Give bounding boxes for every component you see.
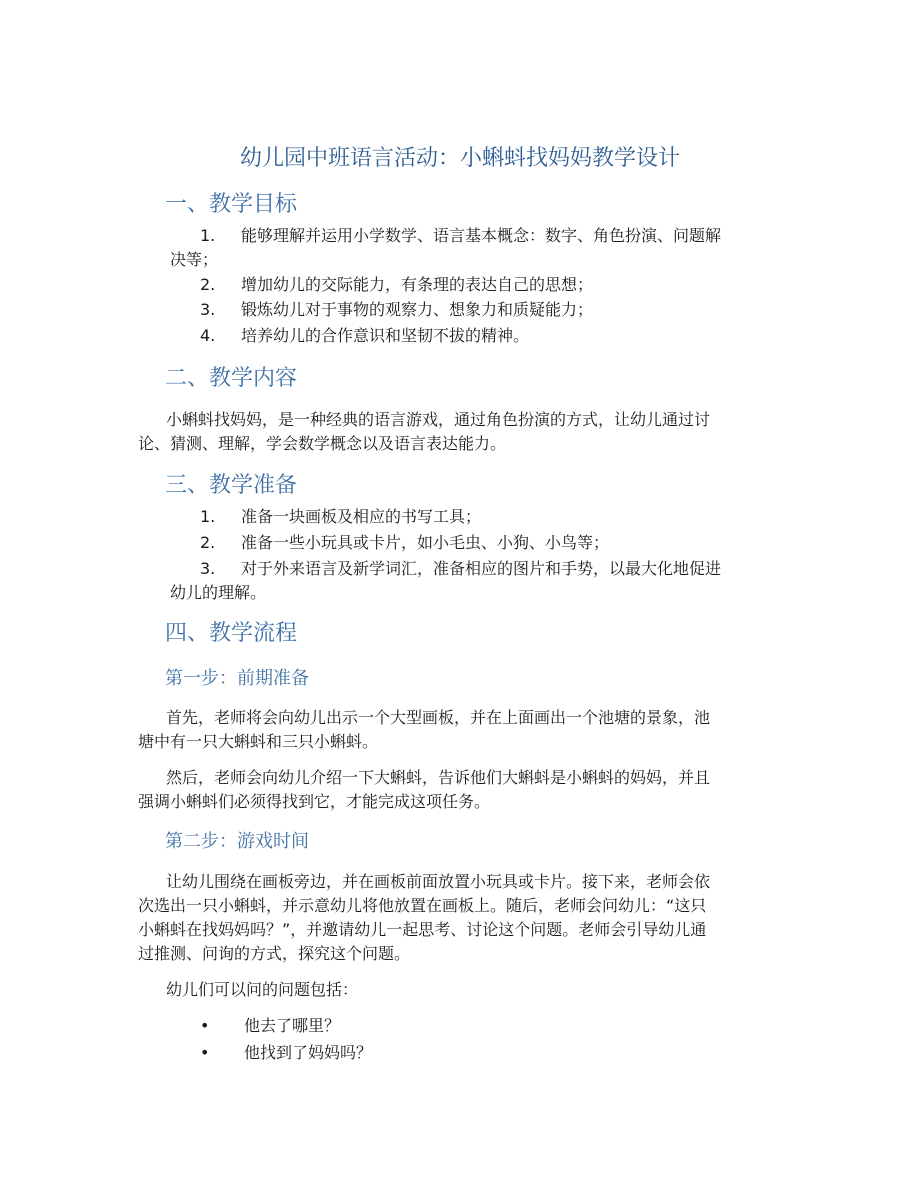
list-item	[138, 224, 788, 272]
list-item	[138, 505, 788, 529]
step-heading-preparation: 第一步：前期准备	[165, 668, 309, 689]
list-text: 准备一块画板及相应的书写工具；	[241, 507, 482, 526]
list-item	[138, 557, 788, 605]
list-text-continuation: 决等；	[170, 250, 219, 269]
bullet-icon: •	[200, 1043, 210, 1062]
section-heading-process: 四、教学流程	[165, 621, 298, 646]
paragraph-line: 塘中有一只大蝌蚪和三只小蝌蚪。	[138, 732, 379, 751]
bullet-text: 他去了哪里？	[244, 1016, 341, 1035]
list-number: 3.	[200, 300, 216, 319]
list-number: 1.	[200, 507, 216, 526]
paragraph-line: 小蝌蚪找妈妈，是一种经典的语言游戏，通过角色扮演的方式，让幼儿通过讨	[166, 410, 711, 429]
paragraph-line: 幼儿们可以问的问题包括：	[166, 980, 359, 999]
section-heading-preparation: 三、教学准备	[165, 473, 298, 498]
paragraph-line: 次选出一只小蝌蚪，并示意幼儿将他放置在画板上。随后，老师会问幼儿：“这只	[138, 896, 707, 915]
list-text: 增加幼儿的交际能力，有条理的表达自己的思想；	[241, 275, 594, 294]
paragraph-line: 然后，老师会向幼儿介绍一下大蝌蚪，告诉他们大蝌蚪是小蝌蚪的妈妈，并且	[166, 768, 711, 787]
list-text: 锻炼幼儿对于事物的观察力、想象力和质疑能力；	[241, 300, 594, 319]
list-text: 对于外来语言及新学词汇，准备相应的图片和手势，以最大化地促进	[241, 559, 722, 578]
paragraph-line: 小蝌蚪在找妈妈吗？”，并邀请幼儿一起思考、讨论这个问题。老师会引导幼儿通	[138, 920, 707, 939]
list-item	[138, 298, 788, 322]
section-heading-objectives: 一、教学目标	[165, 192, 298, 217]
bullet-icon: •	[200, 1016, 210, 1035]
list-text: 培养幼儿的合作意识和坚韧不拔的精神。	[241, 326, 530, 345]
list-text-continuation: 幼儿的理解。	[170, 583, 267, 602]
document-title: 幼儿园中班语言活动：小蝌蚪找妈妈教学设计	[239, 146, 680, 171]
bullet-text: 他找到了妈妈吗？	[244, 1043, 373, 1062]
list-item	[138, 531, 788, 555]
bullet-item	[200, 1014, 340, 1038]
list-number: 2.	[200, 275, 216, 294]
list-text: 能够理解并运用小学数学、语言基本概念：数字、角色扮演、问题解	[241, 226, 722, 245]
paragraph-line: 强调小蝌蚪们必须得找到它，才能完成这项任务。	[138, 792, 491, 811]
paragraph-line: 首先，老师将会向幼儿出示一个大型画板，并在上面画出一个池塘的景象，池	[166, 708, 711, 727]
paragraph-line: 让幼儿围绕在画板旁边，并在画板前面放置小玩具或卡片。接下来，老师会依	[166, 872, 711, 891]
list-number: 4.	[200, 326, 216, 345]
list-text: 准备一些小玩具或卡片，如小毛虫、小狗、小鸟等；	[241, 533, 610, 552]
list-number: 3.	[200, 559, 216, 578]
section-heading-content: 二、教学内容	[165, 366, 298, 391]
list-number: 1.	[200, 226, 216, 245]
list-number: 2.	[200, 533, 216, 552]
list-item	[138, 324, 788, 348]
bullet-item	[200, 1041, 372, 1065]
paragraph-line: 过推测、问询的方式，探究这个问题。	[138, 944, 411, 963]
step-heading-game: 第二步：游戏时间	[165, 831, 309, 852]
paragraph-line: 论、猜测、理解，学会数学概念以及语言表达能力。	[138, 434, 507, 453]
list-item	[138, 273, 788, 297]
